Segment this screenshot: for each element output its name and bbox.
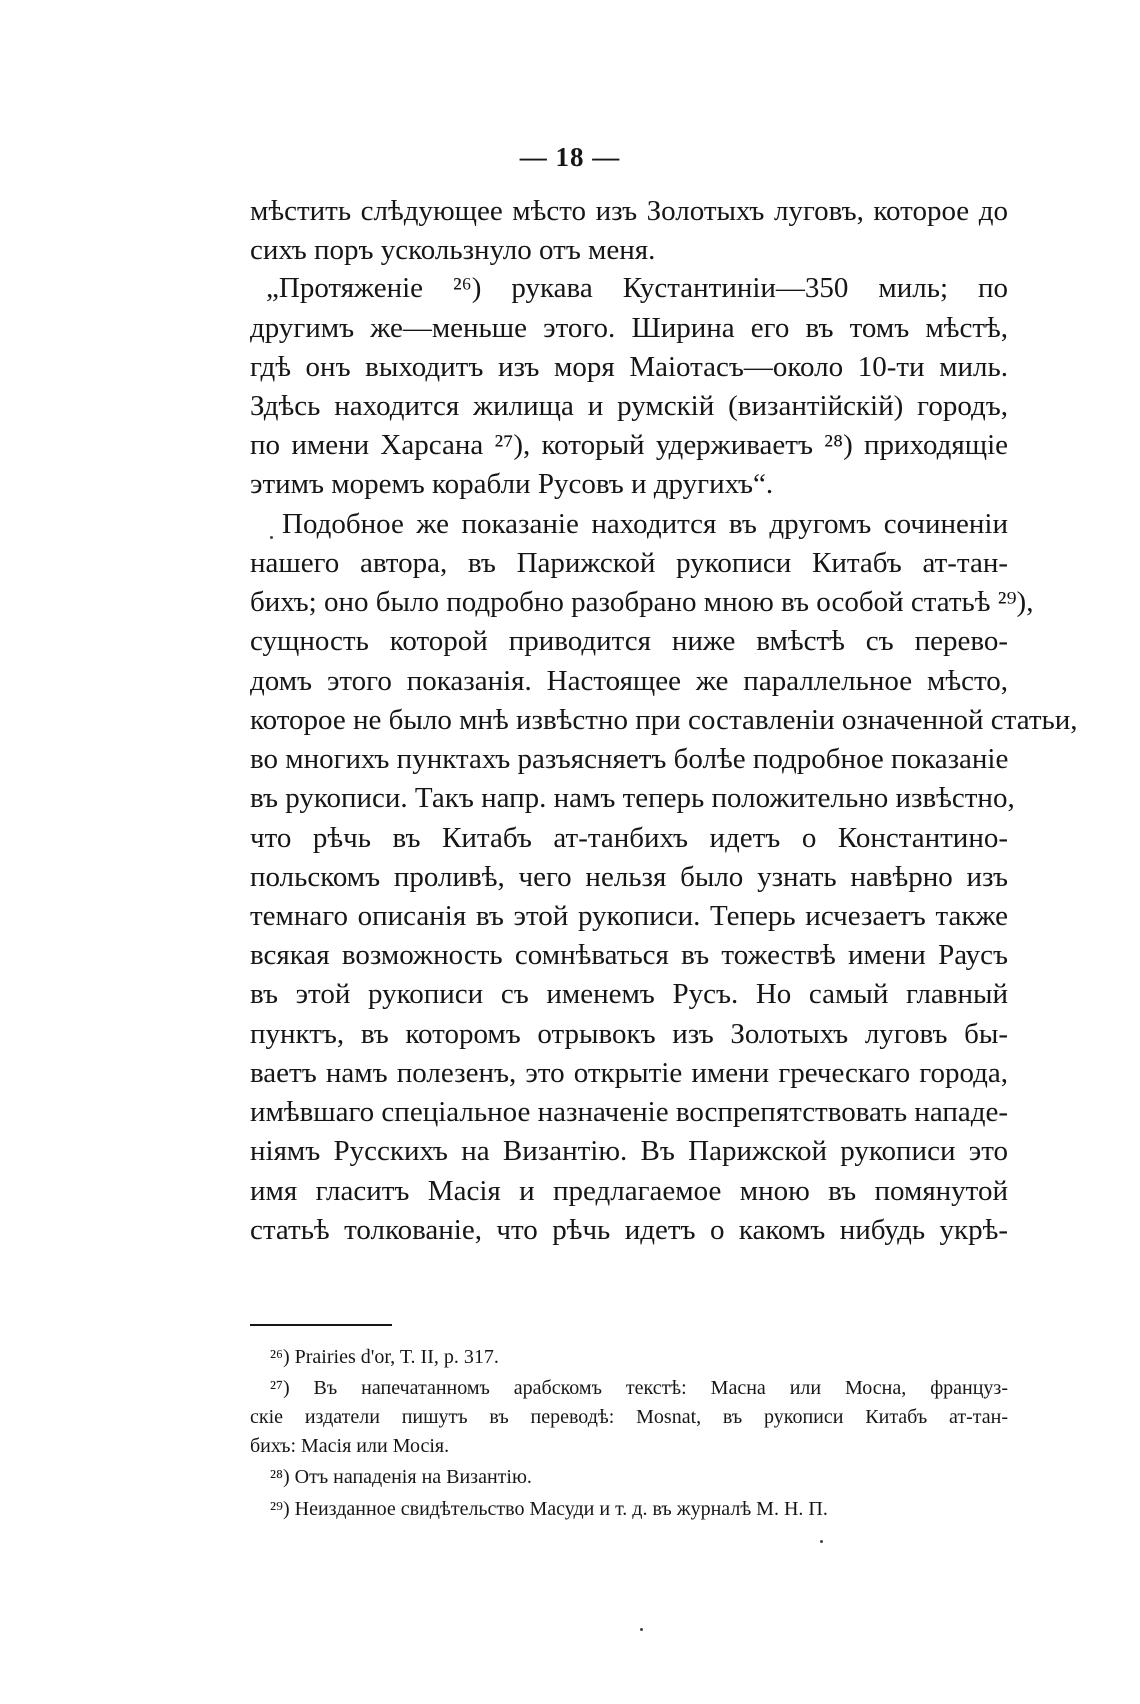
body-line: всякая возможность сомнѣваться въ тожествѣ имени Раусъ xyxy=(250,939,1008,971)
body-line: имѣвшаго спеціальное назначеніе воспрепятствовать нападе- xyxy=(250,1096,1008,1128)
body-line: по имени Харсана ²⁷), который удерживаетъ ²⁸) приходящіе xyxy=(250,429,1008,461)
footnote: бихъ: Масія или Мосія. xyxy=(250,1435,450,1457)
body-line: пунктъ, въ которомъ отрывокъ изъ Золотыхъ луговъ бы- xyxy=(250,1018,1008,1050)
body-line: темнаго описанія въ этой рукописи. Теперь исчезаетъ также xyxy=(250,900,1008,932)
body-line: имя гласитъ Масія и предлагаемое мною въ помянутой xyxy=(250,1175,1008,1207)
body-line: нашего автора, въ Парижской рукописи Китабъ ат-тан- xyxy=(250,547,1008,579)
body-line: мѣстить слѣдующее мѣсто изъ Золотыхъ луговъ, которое до xyxy=(250,195,1008,227)
body-line: ніямъ Русскихъ на Византію. Въ Парижской рукописи это xyxy=(250,1135,1008,1167)
body-line: сихъ поръ ускользнуло отъ меня. xyxy=(250,234,656,266)
footnote: ²⁶) Prairies d'or, T. II, p. 317. xyxy=(270,1346,499,1368)
footnote: скіе издатели пишутъ въ переводѣ: Mosnat, въ рукописи Китабъ ат-тан- xyxy=(250,1406,1008,1428)
footnote: ²⁷) Въ напечатанномъ арабскомъ текстѣ: Масна или Мосна, француз- xyxy=(270,1377,1008,1399)
body-line: Здѣсь находится жилища и румскій (византійскій) городъ, xyxy=(250,390,1008,422)
paper-speck xyxy=(640,1628,643,1631)
body-line: которое не было мнѣ извѣстно при составленіи означенной статьи, xyxy=(250,704,1078,736)
body-line: что рѣчь въ Китабъ ат-танбихъ идетъ о Константино- xyxy=(250,822,1008,854)
body-line: статьѣ толкованіе, что рѣчь идетъ о какомъ нибудь укрѣ- xyxy=(250,1214,1008,1246)
body-line: домъ этого показанія. Настоящее же параллельное мѣсто, xyxy=(250,665,1008,697)
body-line: сущность которой приводится ниже вмѣстѣ съ перево- xyxy=(250,625,1008,657)
body-line: въ рукописи. Такъ напр. намъ теперь положительно извѣстно, xyxy=(250,782,1015,814)
body-line: бихъ; оно было подробно разобрано мною въ особой статьѣ ²⁹), xyxy=(250,586,1034,618)
body-line: другимъ же—меньше этого. Ширина его въ томъ мѣстѣ, xyxy=(250,312,1008,344)
footnote-divider xyxy=(250,1324,392,1326)
footnote: ²⁹) Неизданное свидѣтельство Масуди и т. д. въ журналѣ М. Н. П. xyxy=(270,1498,828,1520)
body-line: гдѣ онъ выходитъ изъ моря Маіотасъ—около 10-ти миль. xyxy=(250,351,1008,383)
body-line: ваетъ намъ полезенъ, это открытіе имени греческаго города, xyxy=(250,1057,1008,1089)
page-number: — 18 — xyxy=(519,142,621,172)
body-line: „Протяженіе ²⁶) рукава Кустантиніи—350 миль; по xyxy=(266,272,1008,304)
body-line: польскомъ проливѣ, чего нельзя было узнать навѣрно изъ xyxy=(250,861,1008,893)
paper-speck xyxy=(820,1540,823,1543)
body-line: этимъ моремъ корабли Русовъ и другихъ“. xyxy=(250,468,774,500)
body-line: въ этой рукописи съ именемъ Русъ. Но самый главный xyxy=(250,978,1008,1010)
body-line: во многихъ пунктахъ разъясняетъ болѣе подробное показаніе xyxy=(250,743,1009,775)
body-line: Подобное же показаніе находится въ другомъ сочиненіи xyxy=(282,508,1008,540)
paper-speck xyxy=(270,536,273,539)
footnote: ²⁸) Отъ нападенія на Византію. xyxy=(270,1466,532,1488)
